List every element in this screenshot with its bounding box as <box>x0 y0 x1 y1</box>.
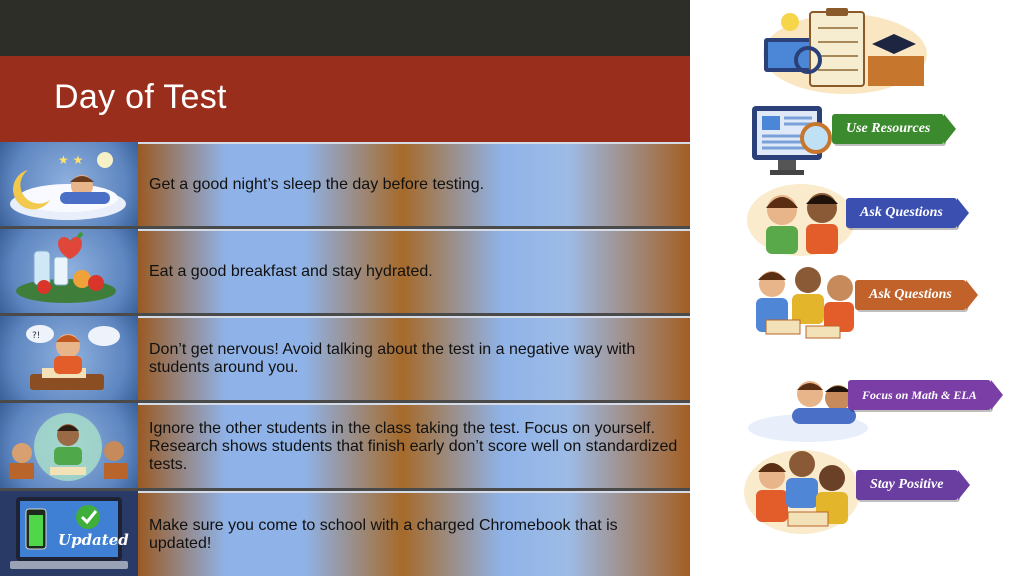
ribbon-label: Ask Questions <box>846 198 957 228</box>
svg-text:★ ★: ★ ★ <box>58 153 84 167</box>
charged-laptop-icon <box>0 491 138 576</box>
top-dark-band <box>0 0 690 56</box>
ribbon-label: Focus on Math & ELA <box>848 380 991 410</box>
reading-kids-icon <box>746 260 858 344</box>
relaxed-student-icon <box>0 316 138 400</box>
happy-kids-icon <box>744 440 860 536</box>
breakfast-icon <box>0 229 138 313</box>
tip-text: Ignore the other students in the class taking the test. Focus on yourself. Research shows students that finish early don’t score well on standardized tests. <box>149 420 678 473</box>
study-tools-icon <box>760 4 930 96</box>
ribbon-label: Ask Questions <box>855 280 966 310</box>
tip-text: Don’t get nervous! Avoid talking about the test in a negative way with students around you. <box>149 341 636 376</box>
svg-text:?!: ?! <box>32 331 41 341</box>
sleeping-moon-icon <box>0 142 138 226</box>
slide-title: Day of Test <box>54 78 227 116</box>
tip-row <box>0 491 690 576</box>
tip-row <box>0 229 690 313</box>
tip-row <box>0 142 690 226</box>
ribbon-label: Stay Positive <box>856 470 958 500</box>
tip-text: Make sure you come to school with a charged Chromebook that is updated! <box>149 516 618 552</box>
tip-text: Get a good night’s sleep the day before testing. <box>149 176 485 193</box>
tip-text: Eat a good breakfast and stay hydrated. <box>149 263 433 280</box>
tip-row <box>0 403 690 489</box>
tip-row <box>0 316 690 400</box>
ribbon-label: Use Resources <box>832 114 944 144</box>
focused-student-icon <box>0 403 138 489</box>
updated-badge-text: Updated <box>58 531 129 549</box>
two-kids-icon <box>746 180 856 256</box>
title-band <box>0 56 690 142</box>
